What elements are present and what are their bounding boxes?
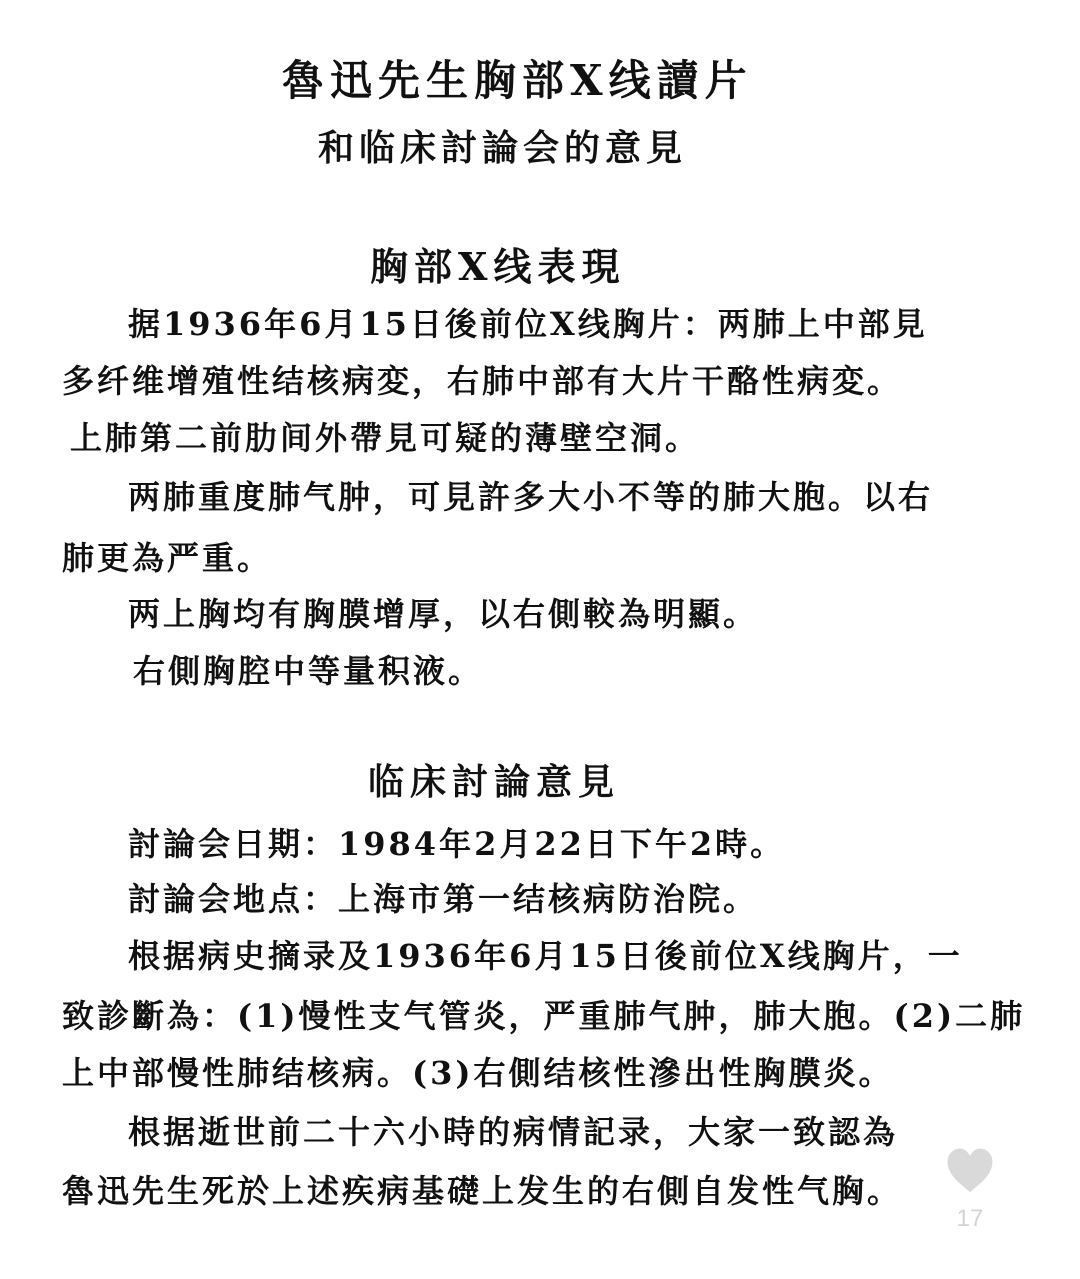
document-subtitle: 和临床討論会的意見 <box>318 127 688 169</box>
paragraph-line: 右側胸腔中等量积液。 <box>133 652 484 690</box>
paragraph-line: 两肺重度肺气肿，可見許多大小不等的肺大胞。以右 <box>128 478 934 516</box>
heart-icon[interactable] <box>942 1145 998 1197</box>
document-title: 魯迅先生胸部X线讀片 <box>282 56 753 105</box>
section-heading-xray: 胸部X线表現 <box>370 244 626 289</box>
paragraph-line: 据1936年6月15日後前位X线胸片：两肺上中部見 <box>128 305 928 343</box>
paragraph-line: 肺更為严重。 <box>62 539 273 577</box>
paragraph-line: 致診斷為：(1)慢性支气管炎，严重肺气肿，肺大胞。(2)二肺 <box>62 997 1026 1035</box>
paragraph-line: 討論会地点：上海市第一结核病防治院。 <box>128 880 759 918</box>
paragraph-line: 上中部慢性肺结核病。(3)右側结核性滲出性胸膜炎。 <box>62 1054 894 1092</box>
paragraph-line: 魯迅先生死於上述疾病基礎上发生的右側自发性气胸。 <box>62 1172 903 1210</box>
section-heading-discussion: 临床討論意見 <box>368 761 621 803</box>
paragraph-line: 两上胸均有胸膜增厚，以右側較為明顯。 <box>128 595 759 633</box>
paragraph-line: 上肺第二前肋间外帶見可疑的薄壁空洞。 <box>70 419 701 457</box>
like-count: 17 <box>956 1205 984 1232</box>
paragraph-line: 根据病史摘录及1936年6月15日後前位X线胸片，一 <box>128 937 963 975</box>
paragraph-line: 討論会日期：1984年2月22日下午2時。 <box>128 825 786 863</box>
paragraph-line: 根据逝世前二十六小時的病情記录，大家一致認為 <box>128 1113 899 1151</box>
paragraph-line: 多纤维增殖性结核病変，右肺中部有大片干酪性病変。 <box>62 362 903 400</box>
like-control[interactable] <box>940 1145 1000 1245</box>
